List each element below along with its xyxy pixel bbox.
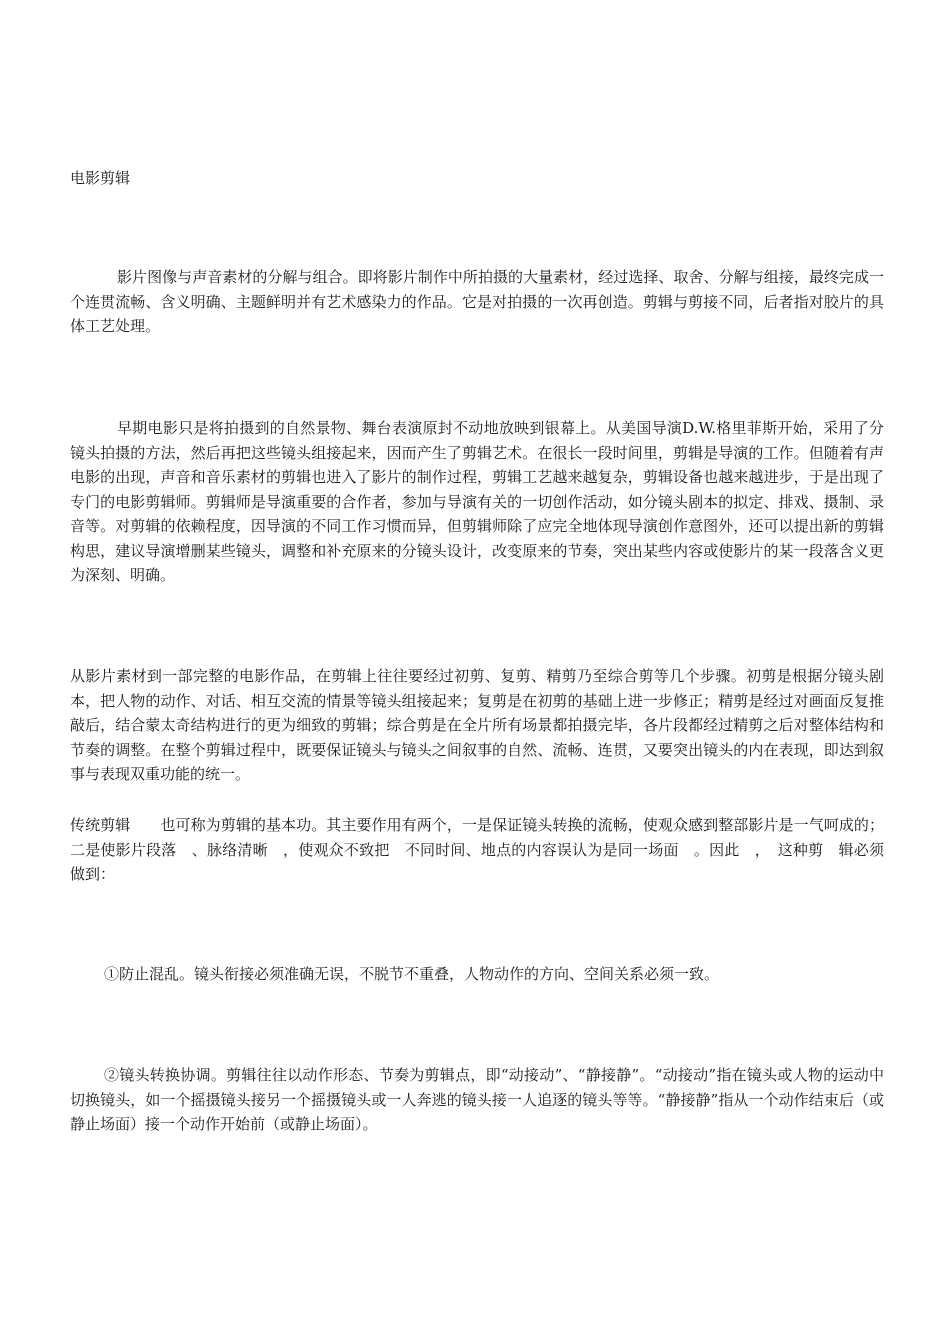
paragraph-rule-2: ②镜头转换协调。剪辑往往以动作形态、节奏为剪辑点，即“动接动”、“静接静”。“动接动”指在镜头或人物的运动中切换镜头，如一个摇摄镜头接另一个摇摄镜头或一人奔逃的镜头接一人追逐的镜头等等。“静接静”指从一个动作结束后（或静止场面）接一个动作开始前（或静止场面）。 <box>70 1066 884 1133</box>
paragraph-rule-1: ①防止混乱。镜头衔接必须准确无误，不脱节不重叠，人物动作的方向、空间关系必须一致。 <box>104 965 720 983</box>
paragraph-history: 早期电影只是将拍摄到的自然景物、舞台表演原封不动地放映到银幕上。从美国导演D.W.格里菲斯开始，采用了分镜头拍摄的方法，然后再把这些镜头组接起来，因而产生了剪辑艺术。在很长一段时间里，剪辑是导演的工作。但随着有声电影的出现，声音和音乐素材的剪辑也进入了影片的制作过程，剪辑工艺越来越复杂，剪辑设备也越来越进步，于是出现了专门的电影剪辑师。剪辑师是导演重要的合作者，参加与导演有关的一切创作活动，如分镜头剧本的拟定、排戏、摄制、录音等。对剪辑的依赖程度，因导演的不同工作习惯而异，但剪辑师除了应完全地体现导演创作意图外，还可以提出新的剪辑构思，建议导演增删某些镜头，调整和补充原来的分镜头设计，改变原来的节奏，突出某些内容或使影片的某一段落含义更为深刻、明确。 <box>70 419 884 584</box>
paragraph-definition: 影片图像与声音素材的分解与组合。即将影片制作中所拍摄的大量素材，经过选择、取舍、分解与组接，最终完成一个连贯流畅、含义明确、主题鲜明并有艺术感染力的作品。它是对拍摄的一次再创造。剪辑与剪接不同，后者指对胶片的具体工艺处理。 <box>70 268 884 335</box>
paragraph-editing-steps: 从影片素材到一部完整的电影作品，在剪辑上往往要经过初剪、复剪、精剪乃至综合剪等几个步骤。初剪是根据分镜头剧本，把人物的动作、对话、相互交流的情景等镜头组接起来；复剪是在初剪的基础上进一步修正；精剪是经过对画面反复推敲后，结合蒙太奇结构进行的更为细致的剪辑；综合剪是在全片所有场景都拍摄完毕，各片段都经过精剪之后对整体结构和节奏的调整。在整个剪辑过程中，既要保证镜头与镜头之间叙事的自然、流畅、连贯，又要突出镜头的内在表现，即达到叙事与表现双重功能的统一。 <box>70 667 884 783</box>
paragraph-traditional-editing: 传统剪辑 也可称为剪辑的基本功。其主要作用有两个，一是保证镜头转换的流畅，使观众感到整部影片是一气呵成的；二是使影片段落 、脉络清晰 ，使观众不致把 不同时间、地点的内容误认为是同一场面 。因此 ， 这种剪 辑必须做到： <box>70 816 884 883</box>
document-title: 电影剪辑 <box>70 169 131 187</box>
